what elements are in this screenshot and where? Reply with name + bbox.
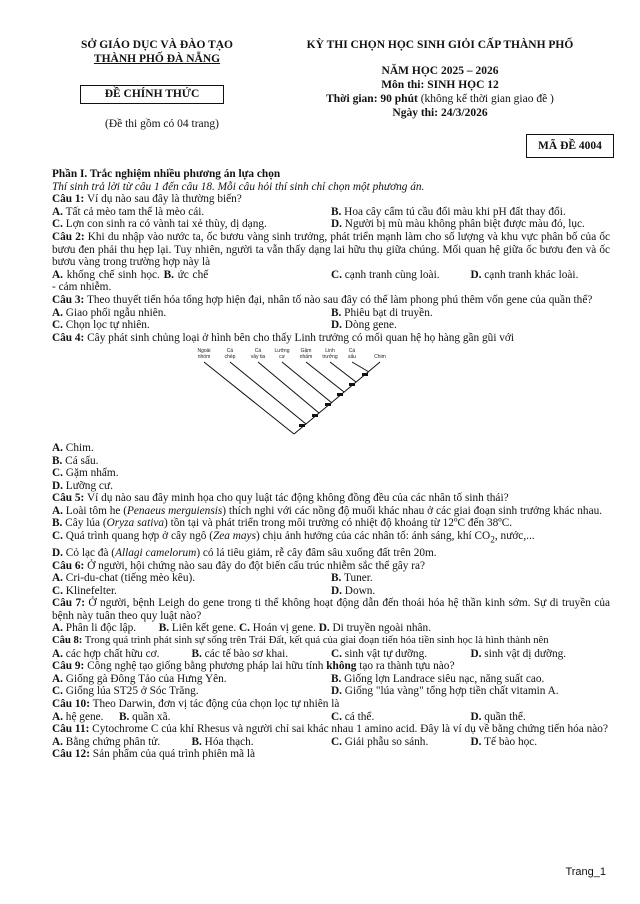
question-label: Câu 6: [52,559,85,572]
spacer [208,269,331,294]
option-a [52,711,119,724]
option-text: Down. [341,584,376,597]
option-d [331,685,610,698]
option-letter: C. [330,710,342,723]
q7-options [52,622,610,635]
option-letter: A. [52,647,63,660]
option-letter: C. [52,584,63,597]
q4-option-b [52,455,610,468]
option-d [331,585,610,598]
q5-option-c [52,530,610,547]
taxon-label-rayfin-1: Cá [254,348,262,355]
time-line [270,92,610,106]
option-text: Giống gà Đông Tảo của Hưng Yên. [62,672,227,685]
question-label: Câu 7: [52,597,85,610]
options-row [52,206,610,219]
q4-option-a [52,442,610,455]
question-text: Ở người, hội chứng nào sau đây do đột biến cấu trúc nhiễm sắc thể gây ra? [84,559,426,572]
taxon-label-rayfin-2: vây tia [250,354,266,361]
option-a [52,206,331,219]
question-label: Câu 1: [52,193,85,206]
question-label: Câu 5: [52,492,85,505]
trait-marker [299,424,305,427]
question-5 [52,492,610,505]
question-label: Câu 12: [52,748,90,761]
question-emphasis: không [326,660,357,673]
taxon-label-crocodile-2: sấu [347,354,357,361]
option-letter: C. [52,467,63,480]
q5-option-a [52,505,610,518]
option-text: Klinefelter. [62,584,117,597]
taxon-label-amphibian-1: Lưỡng [274,348,290,355]
option-c [52,319,331,332]
option-letter: B. [52,454,63,467]
option-text: Cri-du-chat (tiếng mèo kêu). [62,572,196,585]
option-text: Loài tôm he ( [62,504,127,517]
option-text: quần xã. [129,710,171,723]
option-letter: A. [52,672,63,685]
question-text: tạo ra thành tựu nào? [356,660,455,673]
question-text: Cây phát sinh chủng loại ở hình bên cho thấy Linh trưởng có mối quan hệ họ hàng gần gũi với [84,331,515,344]
option-letter: D. [470,647,482,660]
tree-branch [330,362,356,382]
option-c [331,736,471,749]
question-label: Câu 4: [52,331,85,344]
options-row [52,269,610,294]
exam-date: Ngày thi: 24/3/2026 [392,107,488,119]
option-letter: A. [52,572,63,585]
option-c [331,269,471,294]
question-8 [52,635,610,648]
exam-header [270,38,610,120]
option-text: Hóa thạch. [201,735,254,748]
option-text: Gặm nhấm. [62,467,119,480]
species-name: Oryza sativa [106,517,165,530]
option-text: các hợp chất hữu cơ. [62,647,160,660]
question-10 [52,698,610,711]
option-letter: D. [52,479,63,492]
option-c [331,711,471,724]
q5-option-d [52,547,610,560]
question-1 [52,193,610,206]
option-text: các tế bào sơ khai. [201,647,289,660]
option-ab [52,269,208,294]
department-line-2: THÀNH PHỐ ĐÀ NẴNG [93,53,221,65]
species-name: Allagi camelorum [115,546,197,559]
option-text: cạnh tranh khác loài. [481,268,579,281]
time-label: Thời gian: 90 phút [326,93,418,105]
options-row [52,585,610,598]
option-c [331,648,471,661]
option-text: quần thể. [481,710,526,723]
options-row [52,736,610,749]
question-text: Ở người, bệnh Leigh do gene trong ti thể không hoạt động dẫn đến thoái hóa hệ thần kinh sớm. Sự di truyền của bệnh này tuân theo quy luật nào? [52,597,610,622]
taxon-label-carp-2: chép [224,354,236,361]
option-text: sinh vật dị dưỡng. [481,647,567,660]
option-letter: D. [331,685,342,698]
exam-content [52,168,610,761]
option-text: Giống lợn Landrace siêu nạc, năng suất cao. [341,672,545,685]
options-row [52,685,610,698]
trait-marker [337,393,343,396]
taxon-label-bird: Chim [374,354,386,361]
tree-branch [204,362,294,434]
question-label: Câu 9: [52,660,85,673]
options-row [52,673,610,686]
question-4 [52,332,610,345]
option-text: Bằng chứng phân tử. [62,735,161,748]
option-text: Giao phối ngẫu nhiên. [62,306,167,319]
option-letter: A. [52,622,63,635]
species-name: Penaeus merguiensis [126,504,223,517]
option-text: Chọn lọc tự nhiên. [62,319,150,332]
option-letter: B. [52,517,63,530]
option-text: Cây lúa ( [62,517,107,530]
options-row [52,572,610,585]
option-letter: D. [318,622,330,635]
option-letter: B. [163,268,174,281]
option-a [52,648,192,661]
option-text: Giống "lúa vàng" tổng hợp tiền chất vitamin A. [341,685,559,698]
option-letter: C. [239,622,250,635]
option-text: Quá trình quang hợp ở cây ngô ( [62,530,213,543]
option-text: Lợn con sinh ra có vành tai xẻ thùy, dị dạng. [62,218,267,231]
trait-marker [325,403,331,406]
option-text: Dòng gene. [341,319,397,332]
question-label: Câu 2: [52,230,85,243]
department-line-1: SỞ GIÁO DỤC VÀ ĐÀO TẠO [81,39,233,51]
option-text: ) chịu ảnh hưởng của các nhân tố: ánh sáng, khí CO [255,530,491,543]
taxon-label-primate-1: Linh [325,348,335,355]
option-b [331,206,610,219]
q4-option-c [52,467,610,480]
q4-option-d [52,480,610,493]
option-letter: B. [158,622,170,635]
option-a [52,572,331,585]
option-letter: C. [52,685,63,698]
option-letter: A. [52,441,63,454]
option-text: cạnh tranh cùng loài. [341,268,440,281]
option-letter: A. [52,504,63,517]
option-letter: D. [331,218,342,231]
question-text: Theo thuyết tiến hóa tổng hợp hiện đại, nhân tố nào sau đây có thể làm phong phú thêm vốn gene của quần thể? [84,293,593,306]
option-d [331,218,610,231]
option-text: cá thể. [341,710,375,723]
phylogenetic-tree-diagram [182,346,502,438]
question-12 [52,748,610,761]
school-year: NĂM HỌC 2025 – 2026 [381,65,499,77]
taxon-label-outgroup-2: nhóm [197,354,211,361]
option-text: , nước,... [494,530,535,543]
exam-code-box: MÃ ĐỀ 4004 [526,134,614,158]
option-letter: D. [470,710,482,723]
option-b [331,307,610,320]
option-letter: B. [331,572,342,585]
option-d [470,711,610,724]
option-a [52,673,331,686]
taxon-label-crocodile-1: Cá [348,348,356,355]
option-d [470,269,610,294]
tree-branch [306,362,344,392]
option-letter: C. [52,218,63,231]
question-11 [52,723,610,736]
option-letter: C. [330,268,342,281]
question-3 [52,294,610,307]
trait-marker [312,414,318,417]
option-letter: B. [331,306,342,319]
option-letter: A. [52,306,63,319]
options-row [52,218,610,231]
option-b [331,572,610,585]
question-6 [52,560,610,573]
options-row [52,648,610,661]
option-c [52,585,331,598]
taxon-label-carp-1: Cá [226,348,234,355]
question-2 [52,231,610,269]
option-letter: C. [331,735,342,748]
subscript: 2 [490,535,495,546]
part1-title: Phần I. Trắc nghiệm nhiều phương án lựa chọn [52,168,281,180]
option-letter: D. [52,546,63,559]
option-text: hệ gene. [62,710,104,723]
option-letter: C. [331,647,342,660]
option-text: ) thích nghi với các nồng độ muối khác nhau ở các giai đoạn sinh trưởng khác nhau. [222,504,603,517]
option-letter: A. [52,205,63,218]
question-text: Trong quá trình phát sinh sự sống trên Trái Đất, kết quả của giai đoạn tiến hóa tiền sinh học là hình thành nên [82,635,549,647]
option-letter: B. [191,647,202,660]
question-text: Khi du nhập vào nước ta, ốc bươu vàng sinh trưởng, phát triển mạnh làm cho số lượng và khu vực phân bố của ốc bươu đen phải thu hẹp lại. Tuy nhiên, người ta vẫn thấy dạng lai hữu thụ giữa chúng. Mối quan hệ giữa ốc bươu đen và ốc bươu vàng trong trường hợp này là [52,230,610,269]
q5-option-b [52,517,610,530]
question-text: Sản phẩm của quá trình phiên mã là [89,748,255,761]
option-text: Cỏ lạc đà ( [62,546,116,559]
option-text: Tuner. [341,572,373,585]
option-a [52,307,331,320]
option-text: Liên kết gene. [169,622,237,635]
option-letter: D. [331,319,342,332]
option-letter: A. [52,710,63,723]
subject: Môn thi: SINH HỌC 12 [381,79,499,91]
taxon-label-outgroup-1: Ngoài [197,348,211,355]
option-d [471,736,611,749]
department-header [52,38,262,66]
tree-branch [352,362,369,372]
question-label: Câu 10: [52,698,90,711]
option-letter: D. [470,735,482,748]
question-label: Câu 11: [52,723,90,736]
option-text: Giải phẫu so sánh. [341,735,429,748]
tree-branch [282,362,332,403]
option-text: Người bị mù màu không phân biệt được màu đỏ, lục. [341,218,585,231]
option-text: ) tồn tại và phát triển trong môi trường có nhiệt độ khoảng từ 12ºC đến 38ºC. [164,517,513,530]
option-text: ức chế - cảm nhiễm. [52,268,209,294]
tree-branch [258,362,319,413]
option-letter: B. [118,710,130,723]
question-text: Theo Darwin, đơn vị tác động của chọn lọc tự nhiên là [89,698,340,711]
part1-instruction: Thí sinh trả lời từ câu 1 đến câu 18. Mỗi câu hỏi thí sinh chỉ chọn một phương án. [52,180,425,193]
option-text: Hoa cây cẩm tú cầu đổi màu khi pH đất thay đổi. [341,205,566,218]
option-text: Di truyền ngoài nhân. [329,622,432,635]
tree-branch [294,362,380,434]
option-text: Tế bào học. [481,735,538,748]
question-7 [52,597,610,622]
option-letter: D. [470,268,482,281]
option-letter: B. [191,735,202,748]
pages-note: (Đề thi gồm có 04 trang) [104,118,219,130]
option-text: Phân li độc lập. [62,622,137,635]
question-label: Câu 3: [52,293,85,306]
taxon-label-amphibian-2: cư [279,354,285,361]
exam-title: KỲ THI CHỌN HỌC SINH GIỎI CẤP THÀNH PHỐ [306,39,574,51]
option-letter: B. [331,672,342,685]
option-d [331,319,610,332]
option-letter: B. [331,205,342,218]
option-b [331,673,610,686]
option-text: Giống lúa ST25 ở Sóc Trăng. [62,685,199,698]
option-b [192,648,332,661]
options-row [52,711,610,724]
option-c [52,685,331,698]
option-d [471,648,611,661]
option-letter: C. [52,530,63,543]
option-text: Phiêu bạt di truyền. [341,306,433,319]
option-c [52,218,331,231]
option-text: Cá sấu. [62,454,99,467]
question-text: Công nghệ tạo giống bằng phương pháp lai hữu tính [84,660,327,673]
option-text: Tất cả mèo tam thể là mèo cái. [62,205,205,218]
taxon-label-rodent-2: nhấm [299,354,313,361]
options-row [52,319,610,332]
page-number: Trang_1 [565,866,606,878]
options-row [52,307,610,320]
option-text: ) có lá tiêu giảm, rễ cây đâm sâu xuống đất trên 20m. [196,546,437,559]
option-text: khống chế sinh học. [62,268,160,281]
trait-marker [349,383,355,386]
option-letter: A. [52,268,63,281]
question-text: Ví dụ nào sau đây minh họa cho quy luật tác động không đồng đều của các nhân tố sinh thái? [84,492,509,505]
option-text: Hoán vị gene. [249,622,316,635]
option-letter: C. [52,319,63,332]
option-text: Chim. [62,441,94,454]
taxon-label-rodent-1: Gặm [300,348,312,355]
option-text: Lưỡng cư. [62,479,113,492]
option-text: sinh vật tự dưỡng. [341,647,428,660]
official-exam-box: ĐỀ CHÍNH THỨC [80,85,224,104]
question-text: Cytochrome C của khỉ Rhesus và người chỉ sai khác nhau 1 amino acid. Đây là ví dụ về bằng chứng tiến hóa nào? [89,723,608,736]
question-text: Ví dụ nào sau đây là thường biến? [84,193,242,206]
question-9 [52,660,610,673]
question-label: Câu 8: [52,635,83,647]
option-b [119,711,331,724]
time-note: (không kể thời gian giao đề ) [417,93,554,105]
option-letter: D. [331,584,342,597]
species-name: Zea mays [212,530,256,543]
option-letter: A. [52,735,63,748]
option-a [52,736,192,749]
taxon-label-primate-2: trưởng [322,354,338,361]
option-b [192,736,332,749]
trait-marker [362,373,368,376]
